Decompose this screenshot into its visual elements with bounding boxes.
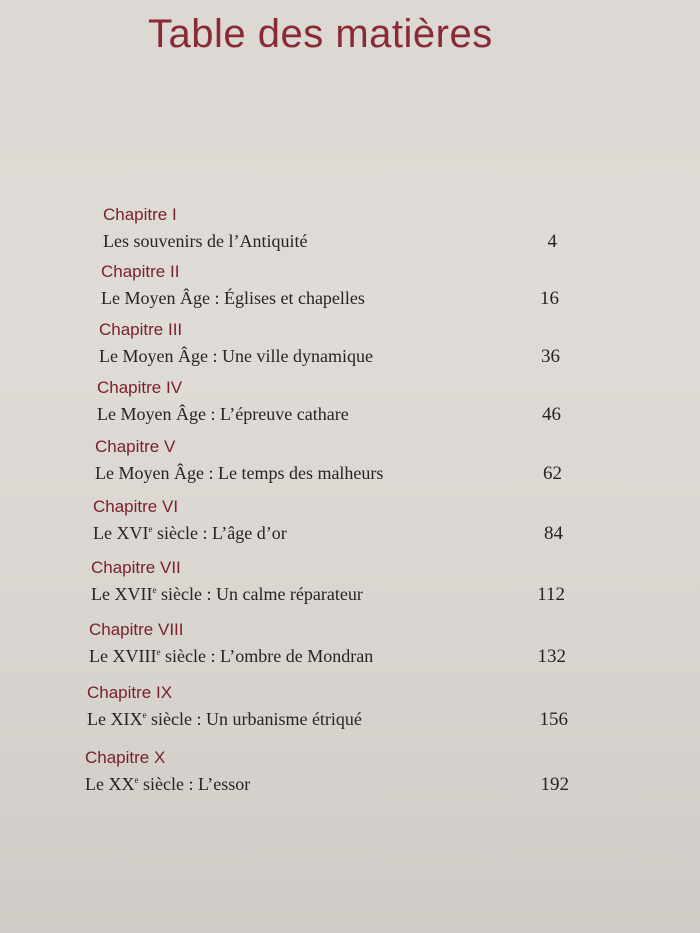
chapter-title: Le XIXe siècle : Un urbanisme étriqué: [87, 709, 362, 729]
chapter-title: Les souvenirs de l’Antiquité: [103, 231, 308, 251]
chapter-label: Chapitre V: [95, 437, 176, 456]
page-number: 62: [543, 463, 562, 484]
chapter-title: Le XVIe siècle : L’âge d’or: [93, 523, 287, 543]
chapter-label: Chapitre VI: [93, 497, 179, 516]
chapter-title: Le Moyen Âge : Églises et chapelles: [101, 288, 365, 308]
chapter-title: Le Moyen Âge : Une ville dynamique: [99, 346, 373, 366]
chapter-title: Le XVIIe siècle : Un calme réparateur: [91, 584, 363, 604]
page-number: 112: [537, 584, 565, 605]
chapter-label: Chapitre I: [103, 205, 177, 224]
page-number: 156: [539, 709, 568, 730]
page-number: 16: [540, 288, 559, 309]
chapter-label: Chapitre VIII: [89, 620, 184, 639]
chapter-title: Le XVIIIe siècle : L’ombre de Mondran: [89, 646, 374, 666]
chapter-title: Le Moyen Âge : Le temps des malheurs: [95, 463, 384, 483]
chapter-label: Chapitre III: [99, 320, 183, 339]
page-number: 36: [541, 346, 560, 367]
page-number: 84: [544, 523, 563, 544]
chapter-title: Le Moyen Âge : L’épreuve cathare: [97, 404, 349, 424]
chapter-label: Chapitre IX: [87, 683, 173, 702]
chapter-label: Chapitre IV: [97, 378, 183, 397]
chapter-label: Chapitre II: [101, 262, 180, 281]
page-number: 46: [542, 404, 561, 425]
page-number: 4: [547, 231, 557, 252]
chapter-label: Chapitre X: [85, 748, 166, 767]
chapter-title: Le XXe siècle : L’essor: [85, 774, 251, 794]
chapter-label: Chapitre VII: [91, 558, 181, 577]
page-title: Table des matières: [148, 12, 493, 56]
page-number: 132: [537, 646, 566, 667]
page-number: 192: [540, 774, 569, 795]
